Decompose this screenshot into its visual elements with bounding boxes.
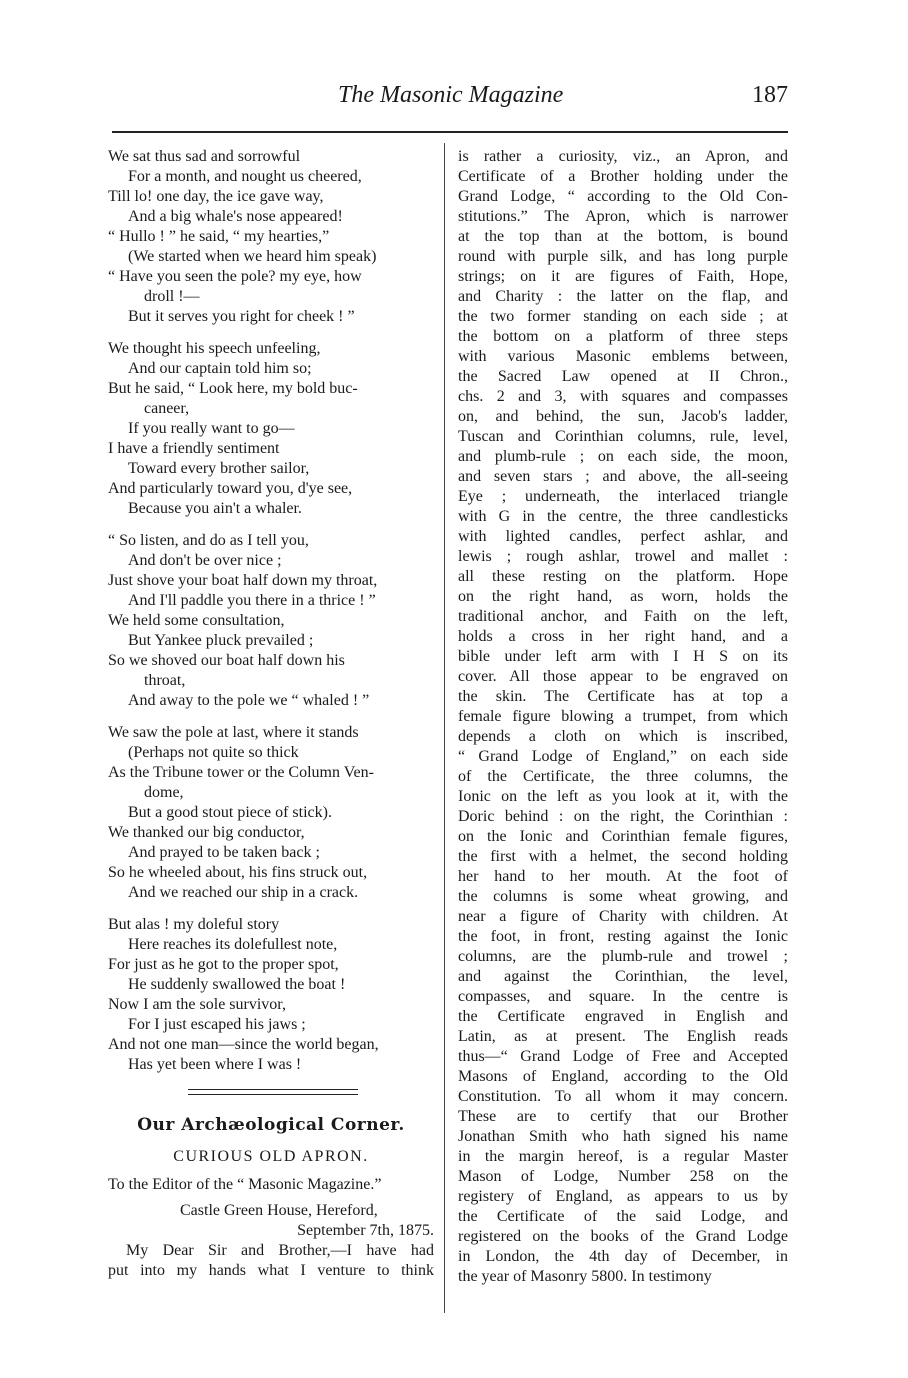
text-line: Ionic on the left as you look at it, with the (458, 788, 788, 805)
poem-line: Now I am the sole survivor, (108, 996, 286, 1013)
text-line: lewis ; rough ashlar, trowel and mallet : (458, 548, 788, 565)
poem-line: So he wheeled about, his fins struck out, (108, 864, 368, 881)
poem-line: But alas ! my doleful story (108, 916, 280, 933)
text-line: registery of England, as appears to us by (458, 1188, 788, 1205)
text-line: the year of Masonry 5800. In testimony (458, 1268, 712, 1285)
poem-line: Has yet been where I was ! (128, 1056, 302, 1073)
text-line: Tuscan and Corinthian columns, rule, level, (458, 428, 788, 445)
text-line: the columns is some wheat growing, and (458, 888, 788, 905)
text-line: her hand to her mouth. At the foot of (458, 868, 788, 885)
poem-line: droll !— (144, 288, 200, 305)
poem-stanza (108, 531, 434, 711)
text-line: stitutions.” The Apron, which is narrower (458, 208, 788, 225)
poem-line: But it serves you right for cheek ! ” (128, 308, 355, 325)
poem-line: “ So listen, and do as I tell you, (108, 532, 309, 549)
poem-line: “ Hullo ! ” he said, “ my hearties,” (108, 228, 330, 245)
text-line: in the margin hereof, is a regular Master (458, 1148, 788, 1165)
poem-line: Toward every brother sailor, (128, 460, 310, 477)
text-line: Masons of England, according to the Old (458, 1068, 788, 1085)
text-line: registered on the books of the Grand Lodge (458, 1228, 788, 1245)
text-line: the foot, in front, resting against the Ionic (458, 928, 788, 945)
letter-line: put into my hands what I venture to think (108, 1262, 434, 1279)
text-line: with lighted candles, perfect ashlar, and (458, 528, 788, 545)
text-line: bible under left arm with I H S on its (458, 648, 788, 665)
poem-line: We sat thus sad and sorrowful (108, 148, 301, 165)
poem-line: throat, (144, 672, 186, 689)
address-line: Castle Green House, Hereford, (180, 1202, 378, 1219)
poem-line: And our captain told him so; (128, 360, 312, 377)
header-rule (112, 131, 788, 133)
poem-line: Just shove your boat half down my throat, (108, 572, 378, 589)
text-line: traditional anchor, and Faith on the left, (458, 608, 788, 625)
text-line: on the right hand, as worn, holds the (458, 588, 788, 605)
text-line: columns, are the plumb-rule and trowel ; (458, 948, 788, 965)
poem-line: (We started when we heard him speak) (128, 248, 377, 265)
text-line: the bottom on a platform of three steps (458, 328, 788, 345)
text-line: holds a cross in her right hand, and a (458, 628, 788, 645)
text-line: the Certificate of the said Lodge, and (458, 1208, 788, 1225)
text-line: female figure blowing a trumpet, from which (458, 708, 788, 725)
text-line: is rather a curiosity, viz., an Apron, and (458, 148, 788, 165)
poem-line: So we shoved our boat half down his (108, 652, 345, 669)
poem-line: If you really want to go— (128, 420, 295, 437)
text-line: the Sacred Law opened at II Chron., (458, 368, 788, 385)
poem-line: We held some consultation, (108, 612, 285, 629)
poem-line: For just as he got to the proper spot, (108, 956, 339, 973)
text-line: of the Certificate, the three columns, the (458, 768, 788, 785)
poem-line: And we reached our ship in a crack. (128, 884, 359, 901)
poem-line: (Perhaps not quite so thick (128, 744, 299, 761)
poem-stanza (108, 915, 434, 1075)
poem-line: And prayed to be taken back ; (128, 844, 320, 861)
poem-line: And not one man—since the world began, (108, 1036, 379, 1053)
poem-line: We saw the pole at last, where it stands (108, 724, 359, 741)
poem-line: dome, (144, 784, 184, 801)
poem-line: I have a friendly sentiment (108, 440, 280, 457)
text-line: strings; on it are figures of Faith, Hope, (458, 268, 788, 285)
text-line: in London, the 4th day of December, in (458, 1248, 788, 1265)
poem-line: For I just escaped his jaws ; (128, 1016, 306, 1033)
text-line: thus—“ Grand Lodge of Free and Accepted (458, 1048, 788, 1065)
poem-line: And particularly toward you, d'ye see, (108, 480, 353, 497)
text-line: chs. 2 and 3, with squares and compasses (458, 388, 788, 405)
poem-stanza (108, 339, 434, 519)
text-line: on, and behind, the sun, Jacob's ladder, (458, 408, 788, 425)
poem-line: And don't be over nice ; (128, 552, 282, 569)
poem-line: We thought his speech unfeeling, (108, 340, 321, 357)
section-divider (188, 1089, 358, 1095)
section-heading: Our Archæological Corner. (137, 1115, 405, 1135)
text-line: the first with a helmet, the second holding (458, 848, 788, 865)
poem-line: Here reaches its dolefullest note, (128, 936, 338, 953)
poem-line: We thanked our big conductor, (108, 824, 305, 841)
article-title: CURIOUS OLD APRON. (173, 1148, 369, 1165)
text-line: and against the Corinthian, the level, (458, 968, 788, 985)
text-line: and Charity : the latter on the flap, and (458, 288, 788, 305)
text-line: compasses, and square. In the centre is (458, 988, 788, 1005)
text-line: depends a cloth on which is inscribed, (458, 728, 788, 745)
poem (108, 147, 434, 1075)
text-line: the skin. The Certificate has at top a (458, 688, 788, 705)
text-line: These are to certify that our Brother (458, 1108, 788, 1125)
poem-line: Because you ain't a whaler. (128, 500, 302, 517)
text-line: the Certificate engraved in English and (458, 1008, 788, 1025)
poem-stanza (108, 723, 434, 903)
poem-line: But he said, “ Look here, my bold buc- (108, 380, 358, 397)
text-line: Jonathan Smith who hath signed his name (458, 1128, 788, 1145)
text-line: near a figure of Charity with children. At (458, 908, 788, 925)
text-line: “ Grand Lodge of England,” on each side (458, 748, 788, 765)
poem-line: caneer, (144, 400, 190, 417)
text-line: at the top than at the bottom, is bound (458, 228, 788, 245)
poem-line: And I'll paddle you there in a thrice ! ” (128, 592, 376, 609)
text-line: Constitution. To all whom it may concern. (458, 1088, 788, 1105)
poem-line: But a good stout piece of stick). (128, 804, 332, 821)
poem-line: And a big whale's nose appeared! (128, 208, 343, 225)
page-header (108, 82, 788, 116)
poem-line: But Yankee pluck prevailed ; (128, 632, 314, 649)
left-column (108, 147, 434, 1281)
letter-line: My Dear Sir and Brother,—I have had (126, 1242, 434, 1259)
date-line: September 7th, 1875. (297, 1222, 434, 1239)
poem-line: He suddenly swallowed the boat ! (128, 976, 346, 993)
text-line: all these resting on the platform. Hope (458, 568, 788, 585)
column-divider (444, 143, 445, 1313)
text-line: Latin, as at present. The English reads (458, 1028, 788, 1045)
poem-line: For a month, and nought us cheered, (128, 168, 362, 185)
text-line: and plumb-rule ; on each side, the moon, (458, 448, 788, 465)
text-line: with various Masonic emblems between, (458, 348, 788, 365)
poem-line: Till lo! one day, the ice gave way, (108, 188, 324, 205)
text-line: Grand Lodge, “ according to the Old Con- (458, 188, 788, 205)
text-line: Eye ; underneath, the interlaced triangle (458, 488, 788, 505)
poem-line: “ Have you seen the pole? my eye, how (108, 268, 362, 285)
salutation: To the Editor of the “ Masonic Magazine.” (108, 1176, 382, 1193)
running-title: The Masonic Magazine (338, 82, 564, 108)
text-line: with G in the centre, the three candlesticks (458, 508, 788, 525)
text-line: Doric behind : on the right, the Corinthian : (458, 808, 788, 825)
text-line: Certificate of a Brother holding under the (458, 168, 788, 185)
right-column (458, 147, 788, 1287)
text-line: and seven stars ; and above, the all-seeing (458, 468, 788, 485)
page-number: 187 (752, 82, 788, 108)
poem-line: And away to the pole we “ whaled ! ” (128, 692, 370, 709)
poem-line: As the Tribune tower or the Column Ven- (108, 764, 374, 781)
text-line: the two former standing on each side ; at (458, 308, 788, 325)
text-line: Mason of Lodge, Number 258 on the (458, 1168, 788, 1185)
poem-stanza (108, 147, 434, 327)
text-line: round with purple silk, and has long purple (458, 248, 788, 265)
text-line: cover. All those appear to be engraved on (458, 668, 788, 685)
text-line: on the Ionic and Corinthian female figures, (458, 828, 788, 845)
